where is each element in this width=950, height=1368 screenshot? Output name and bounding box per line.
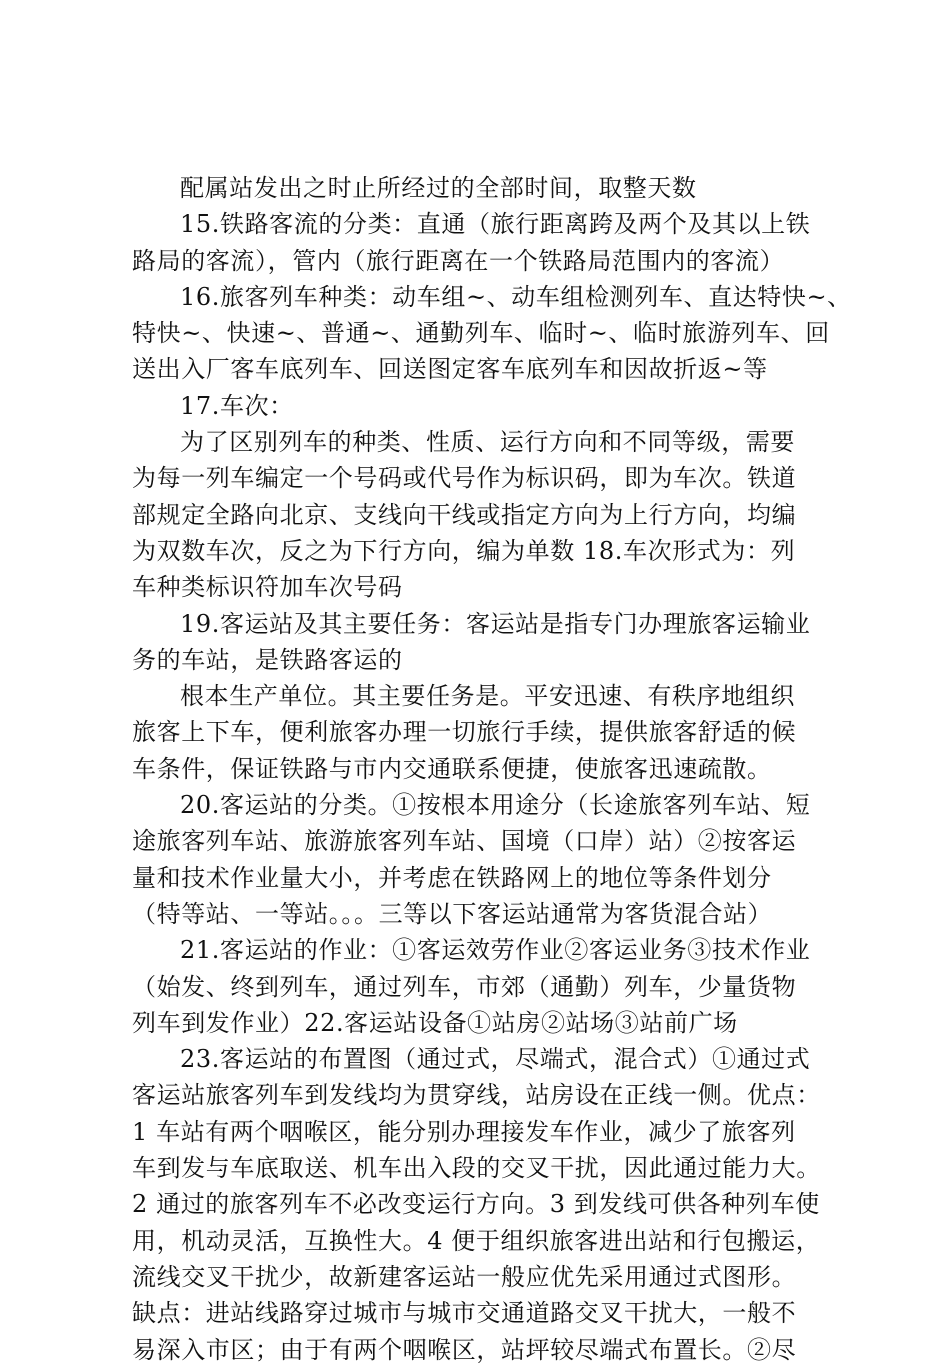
text-line: 旅客上下车，便利旅客办理一切旅行手续，提供旅客舒适的候 xyxy=(132,718,797,747)
text-line: 16.旅客列车种类：动车组~、动车组检测列车、直达特快~、 xyxy=(180,282,852,311)
text-line: 途旅客列车站、旅游旅客列车站、国境（口岸）站）②按客运 xyxy=(132,827,797,856)
text-line: 21.客运站的作业：①客运效劳作业②客运业务③技术作业 xyxy=(180,936,811,965)
text-line: 列车到发作业）22.客运站设备①站房②站场③站前广场 xyxy=(132,1008,738,1037)
text-line: 客运站旅客列车到发线均为贯穿线，站房设在正线一侧。优点： xyxy=(132,1081,821,1110)
text-line: 1 车站有两个咽喉区，能分别办理接发车作业，减少了旅客列 xyxy=(132,1117,796,1146)
text-line: 路局的客流），管内（旅行距离在一个铁路局范围内的客流） xyxy=(132,246,785,275)
text-line: 用，机动灵活，互换性大。4 便于组织旅客进出站和行包搬运， xyxy=(132,1226,821,1255)
text-line: 易深入市区；由于有两个咽喉区，站坪较尽端式布置长。②尽 xyxy=(132,1335,797,1364)
text-line: 2 通过的旅客列车不必改变运行方向。3 到发线可供各种列车使 xyxy=(132,1190,820,1219)
text-line: 17.车次： xyxy=(180,391,294,420)
text-line: 缺点：进站线路穿过城市与城市交通道路交叉干扰大，一般不 xyxy=(132,1299,797,1328)
text-line: 为双数车次，反之为下行方向，编为单数 18.车次形式为：列 xyxy=(132,536,796,565)
text-line: 车种类标识符加车次号码 xyxy=(132,573,403,602)
text-line: 车到发与车底取送、机车出入段的交叉干扰，因此通过能力大。 xyxy=(132,1154,821,1183)
text-line: 量和技术作业量大小，并考虑在铁路网上的地位等条件划分 xyxy=(132,863,772,892)
text-line: 流线交叉干扰少，故新建客运站一般应优先采用通过式图形。 xyxy=(132,1262,797,1291)
text-line: 特快~、快速~、普通~、通勤列车、临时~、临时旅游列车、回 xyxy=(132,319,830,348)
text-line: 为每一列车编定一个号码或代号作为标识码，即为车次。铁道 xyxy=(132,464,797,493)
body-text xyxy=(132,170,852,1368)
text-line: 为了区别列车的种类、性质、运行方向和不同等级，需要 xyxy=(180,428,795,457)
text-line: 15.铁路客流的分类：直通（旅行距离跨及两个及其以上铁 xyxy=(180,210,811,239)
text-line: 配属站发出之时止所经过的全部时间，取整天数 xyxy=(180,174,697,202)
text-line: 23.客运站的布置图（通过式，尽端式，混合式）①通过式 xyxy=(180,1045,811,1074)
text-line: 部规定全路向北京、支线向干线或指定方向为上行方向，均编 xyxy=(132,500,797,529)
text-line: （特等站、一等站。。。三等以下客运站通常为客货混合站） xyxy=(132,899,773,928)
text-line: 19.客运站及其主要任务：客运站是指专门办理旅客运输业 xyxy=(180,609,811,638)
text-line: 车条件，保证铁路与市内交通联系便捷，使旅客迅速疏散。 xyxy=(132,754,772,783)
text-line: 送出入厂客车底列车、回送图定客车底列车和因故折返~等 xyxy=(132,355,768,384)
text-line: 根本生产单位。其主要任务是。平安迅速、有秩序地组织 xyxy=(180,682,795,711)
text-line: （始发、终到列车，通过列车，市郊（通勤）列车，少量货物 xyxy=(132,972,797,1001)
text-line: 务的车站，是铁路客运的 xyxy=(132,645,403,674)
text-line: 20.客运站的分类。①按根本用途分（长途旅客列车站、短 xyxy=(180,791,811,820)
